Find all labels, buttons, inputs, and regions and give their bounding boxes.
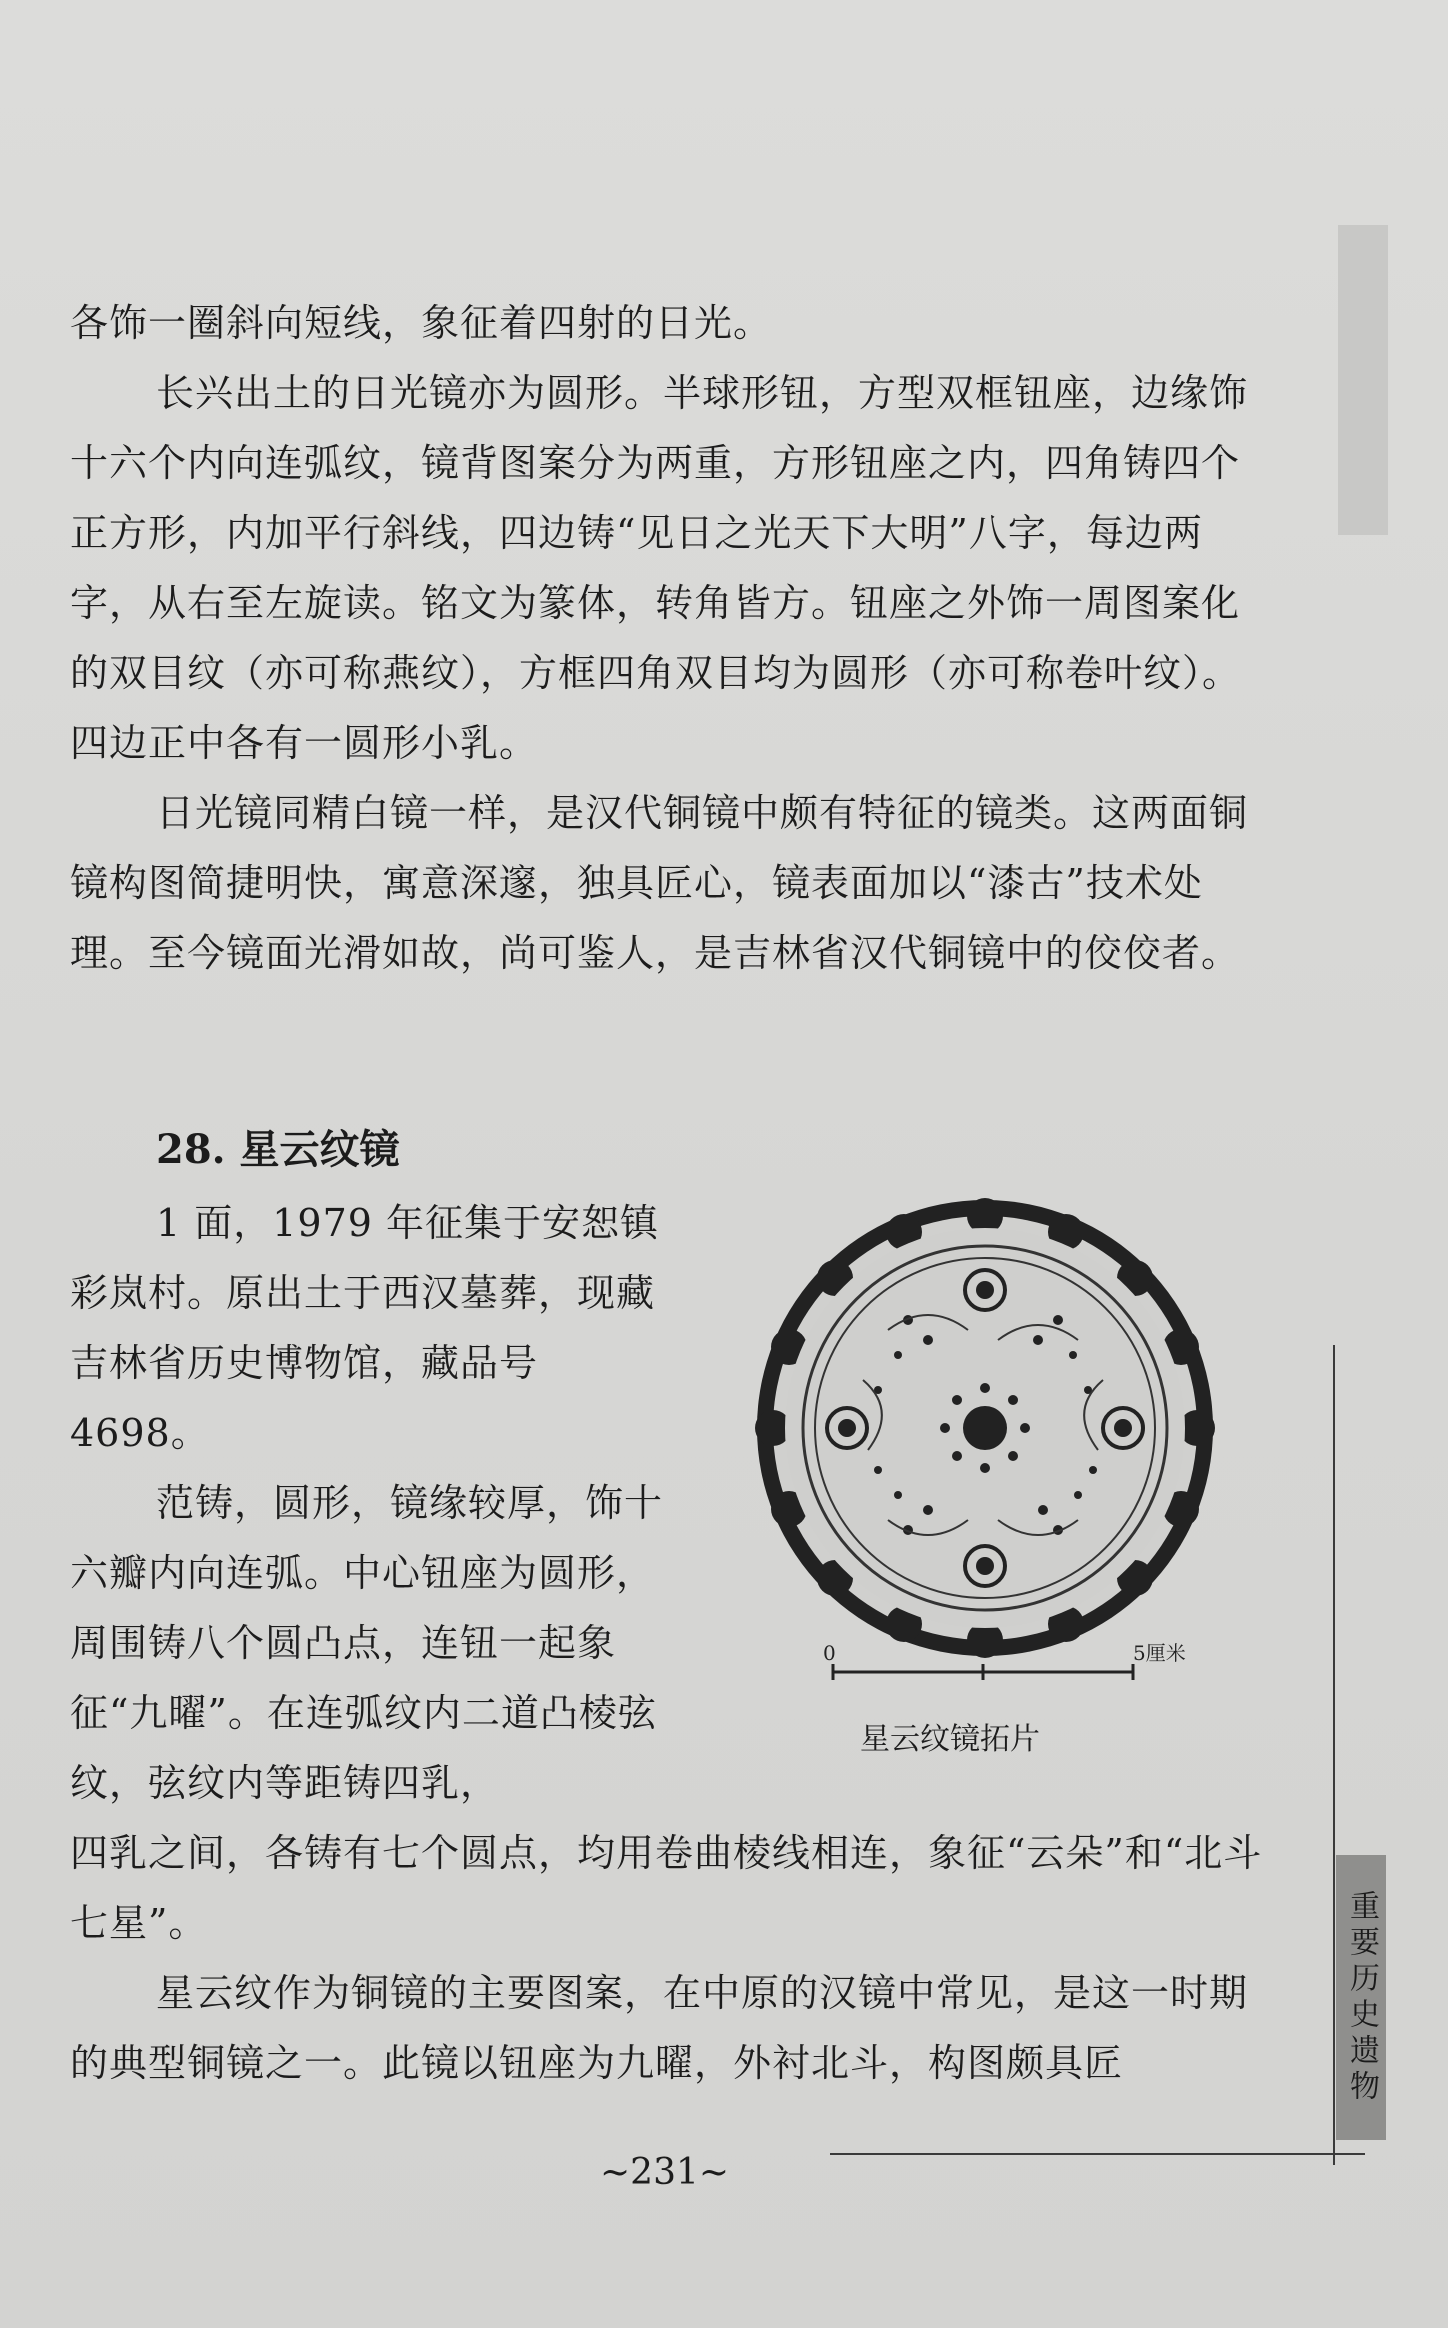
bottom-horizontal-rule (830, 2153, 1365, 2155)
section-heading: 28. 星云纹镜 (156, 1126, 400, 1173)
side-thumb-mark (1338, 225, 1388, 535)
paragraph-4: 1 面，1979 年征集于安恕镇彩岚村。原出土于西汉墓葬，现藏吉林省历史博物馆，藏品号 4698。 (70, 1201, 660, 1455)
scale-unit-label: 5厘米 (1133, 1641, 1186, 1665)
paragraph-2: 长兴出土的日光镜亦为圆形。半球形钮，方型双框钮座，边缘饰十六个内向连弧纹，镜背图案分为两重，方形钮座之内，四角铸四个正方形，内加平行斜线，四边铸“见日之光天下大明”八字，每边两字，从右至左旋读。铭文为篆体，转角皆方。钮座之外饰一周图案化的双目纹（亦可称燕纹），方框四角双目均为圆形（亦可称卷叶纹）。四边正中各有一圆形小乳。 (70, 371, 1249, 765)
figure-caption: 星云纹镜拓片 (860, 1722, 1040, 1757)
mirror-rubbing-image (738, 1190, 1238, 1700)
mirror-rubbing-figure (738, 1190, 1238, 1700)
paragraph-1: 各饰一圈斜向短线，象征着四射的日光。 (70, 301, 773, 345)
paragraph-6: 星云纹作为铜镜的主要图案，在中原的汉镜中常见，是这一时期的典型铜镜之一。此镜以钮座为九曜，外衬北斗，构图颇具匠 (70, 1971, 1249, 2085)
paragraph-5a: 范铸，圆形，镜缘较厚，饰十六瓣内向连弧。中心钮座为圆形，周围铸八个圆凸点，连钮一起象征“九曜”。在连弧纹内二道凸棱弦纹，弦纹内等距铸四乳， (70, 1481, 664, 1805)
paragraph-3: 日光镜同精白镜一样，是汉代铜镜中颇有特征的镜类。这两面铜镜构图简捷明快，寓意深邃，独具匠心，镜表面加以“漆古”技术处理。至今镜面光滑如故，尚可鉴人，是吉林省汉代铜镜中的佼佼者。 (70, 791, 1249, 975)
scale-zero-label: 0 (823, 1641, 836, 1665)
right-vertical-rule (1333, 1345, 1335, 2165)
page-number: ~231~ (600, 2152, 730, 2193)
chapter-side-tab: 重要历史遗物 (1336, 1855, 1386, 2140)
paragraph-5b: 四乳之间，各铸有七个圆点，均用卷曲棱线相连，象征“云朵”和“北斗七星”。 (70, 1831, 1263, 1945)
